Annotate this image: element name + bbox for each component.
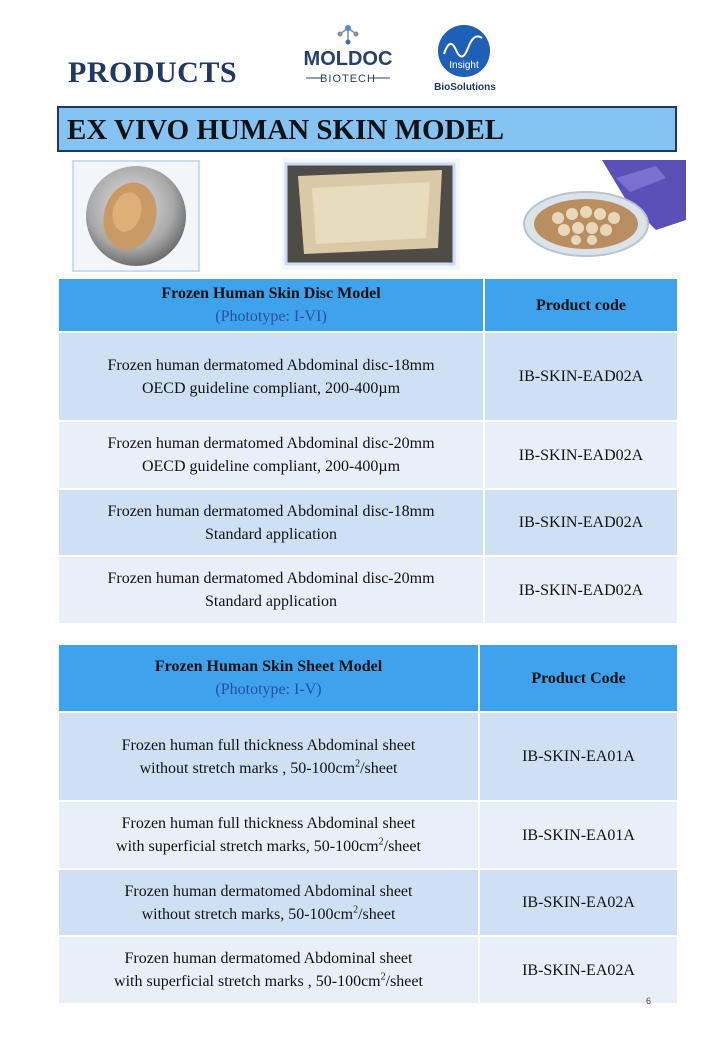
- disc-header-title-cell: [58, 278, 484, 332]
- product-code: IB-SKIN-EAD02A: [484, 489, 678, 556]
- table-row: [58, 332, 678, 421]
- sheet-header-phototype: (Phototype: I-V): [215, 681, 322, 698]
- table-row: [58, 801, 678, 869]
- description-line: Frozen human dermatomed Abdominal disc-18mm: [107, 502, 435, 520]
- product-description: [58, 936, 479, 1004]
- insight-wordmark: Insight: [449, 60, 479, 71]
- product-code: IB-SKIN-EAD02A: [484, 556, 678, 624]
- table-row: [58, 556, 678, 624]
- petri-dish-photo: [506, 160, 686, 264]
- disc-header-title: Frozen Human Skin Disc Model: [161, 285, 381, 302]
- superscript: 2: [378, 836, 384, 848]
- page-number: 6: [646, 996, 652, 1006]
- disc-header-phototype: (Phototype: I-VI): [215, 308, 327, 325]
- description-text: without stretch marks , 50-100cm: [139, 759, 356, 777]
- product-description: [58, 801, 479, 869]
- section-banner: EX VIVO HUMAN SKIN MODEL: [57, 106, 677, 152]
- table-row: [58, 712, 678, 801]
- skin-sheet-photo: [282, 158, 460, 270]
- sheet-model-table: [57, 643, 679, 1005]
- sheet-header-code: Product Code: [479, 644, 678, 712]
- page-title: PRODUCTS: [68, 56, 238, 89]
- description-line: Standard application: [205, 525, 337, 543]
- description-line: Frozen human dermatomed Abdominal sheet: [124, 950, 413, 967]
- product-description: [58, 489, 484, 556]
- table-row: [58, 936, 678, 1004]
- disc-header-code: Product code: [484, 278, 678, 332]
- biotech-wordmark: BIOTECH: [320, 73, 376, 85]
- sheet-header-title: Frozen Human Skin Sheet Model: [154, 658, 383, 675]
- table-row: [58, 489, 678, 556]
- table-header-row: [58, 644, 678, 712]
- description-text: /sheet: [360, 759, 398, 777]
- description-text: /sheet: [385, 973, 423, 990]
- product-code: IB-SKIN-EAD02A: [484, 332, 678, 421]
- description-text: without stretch marks, 50-100cm: [141, 905, 354, 923]
- description-line: Frozen human full thickness Abdominal sheet: [121, 736, 416, 754]
- product-code: IB-SKIN-EA02A: [479, 936, 678, 1004]
- product-description: [58, 556, 484, 624]
- product-code: IB-SKIN-EA01A: [479, 801, 678, 869]
- product-code: IB-SKIN-EA02A: [479, 869, 678, 936]
- description-line: OECD guideline compliant, 200-400µm: [141, 379, 401, 397]
- product-description: [58, 332, 484, 421]
- description-text: /sheet: [383, 838, 421, 855]
- description-text: /sheet: [358, 905, 396, 923]
- description-line: Frozen human dermatomed Abdominal disc-18mm: [107, 356, 435, 374]
- description-line: Standard application: [205, 593, 337, 610]
- biosolutions-wordmark: BioSolutions: [434, 82, 496, 93]
- product-description: [58, 712, 479, 801]
- description-line: Frozen human full thickness Abdominal sheet: [121, 815, 416, 832]
- description-line: [63, 970, 474, 993]
- superscript: 2: [355, 758, 361, 770]
- product-description: [58, 869, 479, 936]
- product-code: IB-SKIN-EAD02A: [484, 421, 678, 489]
- description-line: [63, 835, 474, 858]
- superscript: 2: [380, 971, 386, 983]
- table-row: [58, 421, 678, 489]
- insight-biosolutions-logo: [432, 24, 498, 94]
- moldoc-biotech-logo: [300, 24, 396, 90]
- molecule-icon: [338, 25, 359, 45]
- description-line: [63, 903, 474, 926]
- superscript: 2: [353, 904, 359, 916]
- description-text: with superficial stretch marks , 50-100cm: [114, 973, 381, 990]
- description-line: Frozen human dermatomed Abdominal disc-20mm: [107, 570, 435, 587]
- skin-disc-photo: [72, 160, 200, 272]
- description-line: [63, 757, 474, 780]
- moldoc-wordmark: MOLDOC: [303, 48, 393, 70]
- disc-model-table: [57, 277, 679, 625]
- description-text: with superficial stretch marks, 50-100cm: [116, 838, 379, 855]
- product-description: [58, 421, 484, 489]
- sheet-header-title-cell: [58, 644, 479, 712]
- table-row: [58, 869, 678, 936]
- description-line: Frozen human dermatomed Abdominal disc-20mm: [107, 435, 435, 452]
- description-line: OECD guideline compliant, 200-400µm: [141, 458, 401, 475]
- description-line: Frozen human dermatomed Abdominal sheet: [124, 882, 413, 900]
- product-code: IB-SKIN-EA01A: [479, 712, 678, 801]
- table-header-row: [58, 278, 678, 332]
